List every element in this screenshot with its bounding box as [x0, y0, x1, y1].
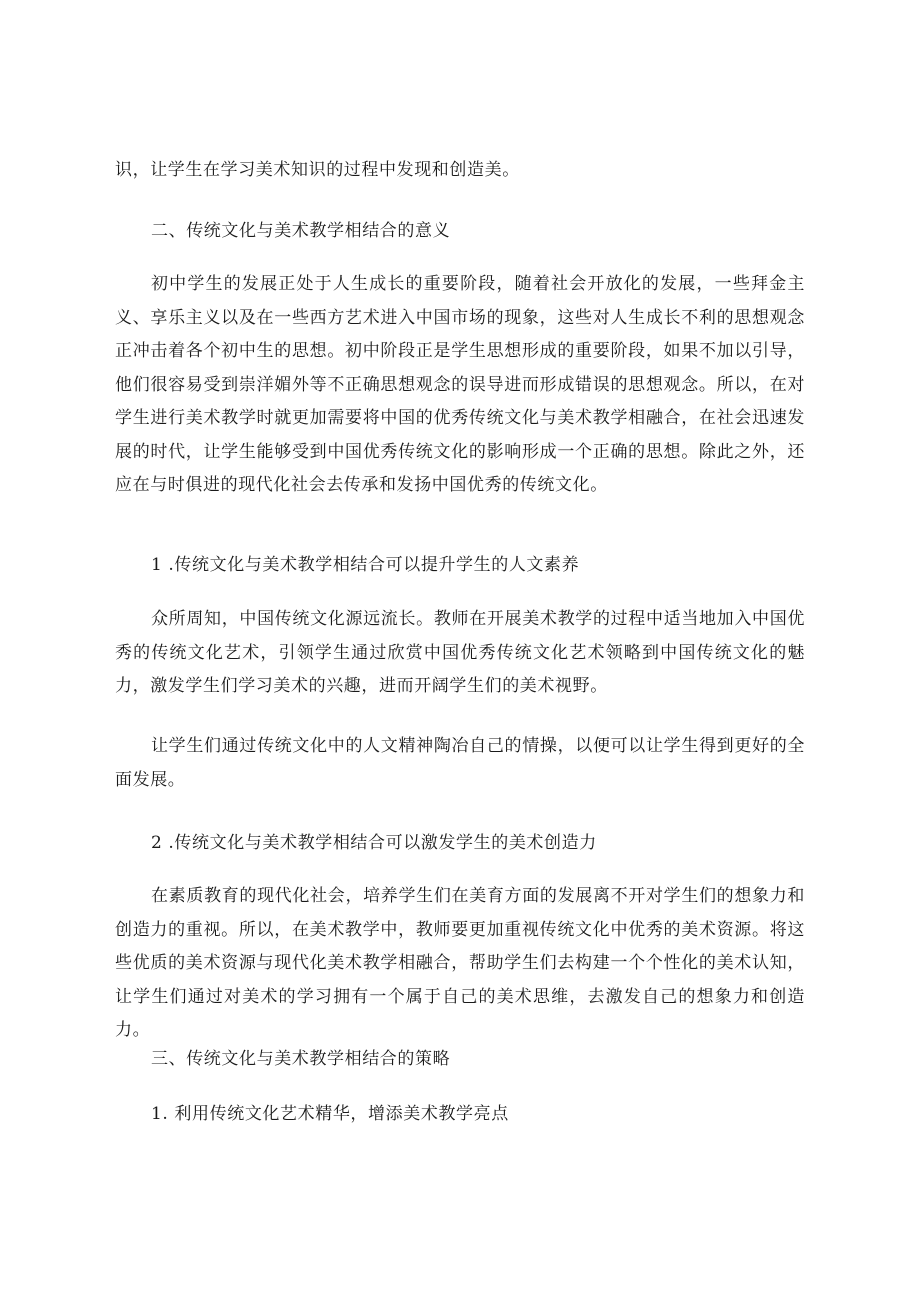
section-heading-3: 三、传统文化与美术教学相结合的策略 [151, 1049, 451, 1069]
paragraph-continuation: 识，让学生在学习美术知识的过程中发现和创造美。 [115, 160, 520, 180]
subsection-heading-2-2: 2 .传统文化与美术教学相结合可以激发学生的美术创造力 [151, 833, 597, 853]
subsection-heading-2-1: 1 .传统文化与美术教学相结合可以提升学生的人文素养 [151, 555, 580, 575]
paragraph-creativity: 在素质教育的现代化社会，培养学生们在美育方面的发展离不开对学生们的想象力和创造力的重视。所以，在美术教学中，教师要更加重视传统文化中优秀的美术资源。将这些优质的美术资源与现代化美术教学相融合，帮助学生们去构建一个个性化的美术认知，让学生们通过对美术的学习拥有一个属于自己的美术思维，去激发自己的想象力和创造力。 [115, 886, 805, 1040]
paragraph-sentiment: 让学生们通过传统文化中的人文精神陶冶自己的情操，以便可以让学生得到更好的全面发展。 [115, 736, 805, 790]
paragraph-humanities: 众所周知，中国传统文化源远流长。教师在开展美术教学的过程中适当地加入中国优秀的传统文化艺术，引领学生通过欣赏中国优秀传统文化艺术领略到中国传统文化的魅力，激发学生们学习美术的兴趣，进而开阔学生们的美术视野。 [115, 609, 805, 696]
section-heading-2: 二、传统文化与美术教学相结合的意义 [151, 221, 451, 241]
subsection-heading-3-1: 1. 利用传统文化艺术精华，增添美术教学亮点 [151, 1104, 509, 1124]
paragraph-significance-intro: 初中学生的发展正处于人生成长的重要阶段，随着社会开放化的发展，一些拜金主义、享乐主义以及在一些西方艺术进入中国市场的现象，这些对人生成长不利的思想观念正冲击着各个初中生的思想。初中阶段正是学生思想形成的重要阶段，如果不加以引导，他们很容易受到崇洋媚外等不正确思想观念的误导进而形成错误的思想观念。所以，在对学生进行美术教学时就更加需要将中国的优秀传统文化与美术教学相融合，在社会迅速发展的时代，让学生能够受到中国优秀传统文化的影响形成一个正确的思想。除此之外，还应在与时俱进的现代化社会去传承和发扬中国优秀的传统文化。 [115, 274, 805, 495]
